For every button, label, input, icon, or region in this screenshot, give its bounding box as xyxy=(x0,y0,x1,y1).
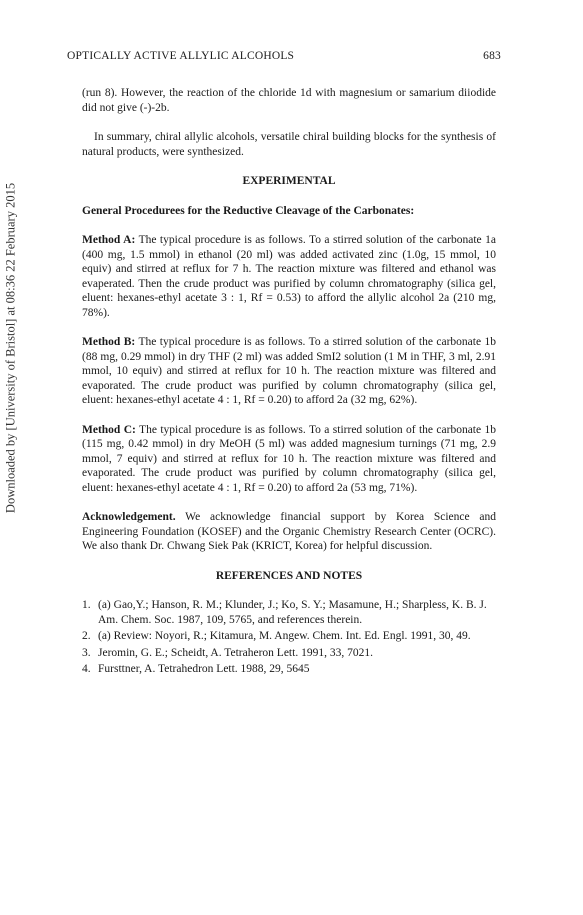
method-a-text: The typical procedure is as follows. To a stirred solution of the carbonate 1a (400 mg, 1.5 mmol) in ethanol (20 ml) was added activated zinc (1.0g, 15 mmol, 10 equiv) and stirred at reflux for 7 h. The reaction mixture was filtered and ethanol was evaperated. Then the crude product was purified by column chromatography (silica gel, eluent: hexanes-ethyl acetate 3 : 1, Rf = 0.53) to afford the allylic alcohol 2a (210 mg, 78%). xyxy=(82,234,496,319)
experimental-heading: EXPERIMENTAL xyxy=(242,175,336,187)
intro-paragraph-2: In summary, chiral allylic alcohols, versatile chiral building blocks for the synthesis of natural products, were synthesized. xyxy=(82,131,496,158)
reference-item xyxy=(82,646,496,661)
download-watermark xyxy=(3,48,19,648)
acknowledgement-label: Acknowledgement. xyxy=(82,511,176,523)
method-a-label: Method A: xyxy=(82,234,136,246)
method-b-label: Method B: xyxy=(82,336,136,348)
reference-text: (a) Review: Noyori, R.; Kitamura, M. Angew. Chem. Int. Ed. Engl. 1991, 30, 49. xyxy=(98,630,471,642)
running-title: OPTICALLY ACTIVE ALLYLIC ALCOHOLS xyxy=(67,50,295,62)
page-number: 683 xyxy=(483,50,501,62)
reference-text: Fursttner, A. Tetrahedron Lett. 1988, 29, 5645 xyxy=(98,663,310,675)
method-c-label: Method C: xyxy=(82,423,136,436)
reference-text: Jeromin, G. E.; Scheidt, A. Tetraheron Lett. 1991, 33, 7021. xyxy=(98,646,373,659)
reference-item xyxy=(82,598,496,627)
article-body xyxy=(82,86,496,679)
method-c-paragraph xyxy=(82,423,496,496)
reference-number: 4. xyxy=(82,663,91,675)
method-b-paragraph xyxy=(82,335,496,408)
reference-number: 1. xyxy=(82,599,91,611)
reference-item xyxy=(82,662,496,677)
download-watermark-text: Downloaded by [University of Bristol] at 08:36 22 February 2015 xyxy=(3,182,18,514)
reference-number: 2. xyxy=(82,630,91,642)
procedures-subheading: General Procedurees for the Reductive Cleavage of the Carbonates: xyxy=(82,204,415,217)
acknowledgement-paragraph xyxy=(82,510,496,554)
method-b-text: The typical procedure is as follows. To a stirred solution of the carbonate 1b (88 mg, 0.29 mmol) in dry THF (2 ml) was added SmI2 solution (1 M in THF, 3 ml, 2.91 mmol, 10 equiv) and stirred at reflux for 10 h. The reaction mixture was filtered and evaporated. The crude product was purified by column chromatography (silica gel, eluent: hexanes-ethyl acetate 4 : 1, Rf = 0.20) to afford 2a (32 mg, 62%). xyxy=(82,336,496,406)
references-heading: REFERENCES AND NOTES xyxy=(215,569,363,582)
reference-list xyxy=(82,598,496,677)
reference-text: (a) Gao,Y.; Hanson, R. M.; Klunder, J.; Ko, S. Y.; Masamune, H.; Sharpless, K. B. J. Am. Chem. Soc. 1987, 109, 5765, and references therein. xyxy=(98,599,487,626)
reference-number: 3. xyxy=(82,646,91,659)
acknowledgement-text: We acknowledge financial support by Korea Science and Engineering Foundation (KOSEF) and the Organic Chemistry Research Center (OCRC). We also thank Dr. Chwang Siek Pak (KRICT, Korea) for helpful discussion. xyxy=(82,511,497,552)
method-a-paragraph xyxy=(82,233,496,320)
method-c-text: The typical procedure is as follows. To a stirred solution of the carbonate 1b (115 mg, 0.42 mmol) in dry MeOH (5 ml) was added magnesium turnings (71 mg, 2.9 mmol, 7 equiv) and stirred at reflux for 10 h. The reaction mixture was filtered and evaporated. The crude product was purified by column chromatography (silica gel, eluent: hexanes-ethyl acetate 4 : 1, Rf = 0.20) to afford 2a (53 mg, 71%). xyxy=(82,423,496,494)
reference-item xyxy=(82,629,496,644)
intro-paragraph-1: (run 8). However, the reaction of the chloride 1d with magnesium or samarium diiodide did not give (-)-2b. xyxy=(82,87,496,114)
